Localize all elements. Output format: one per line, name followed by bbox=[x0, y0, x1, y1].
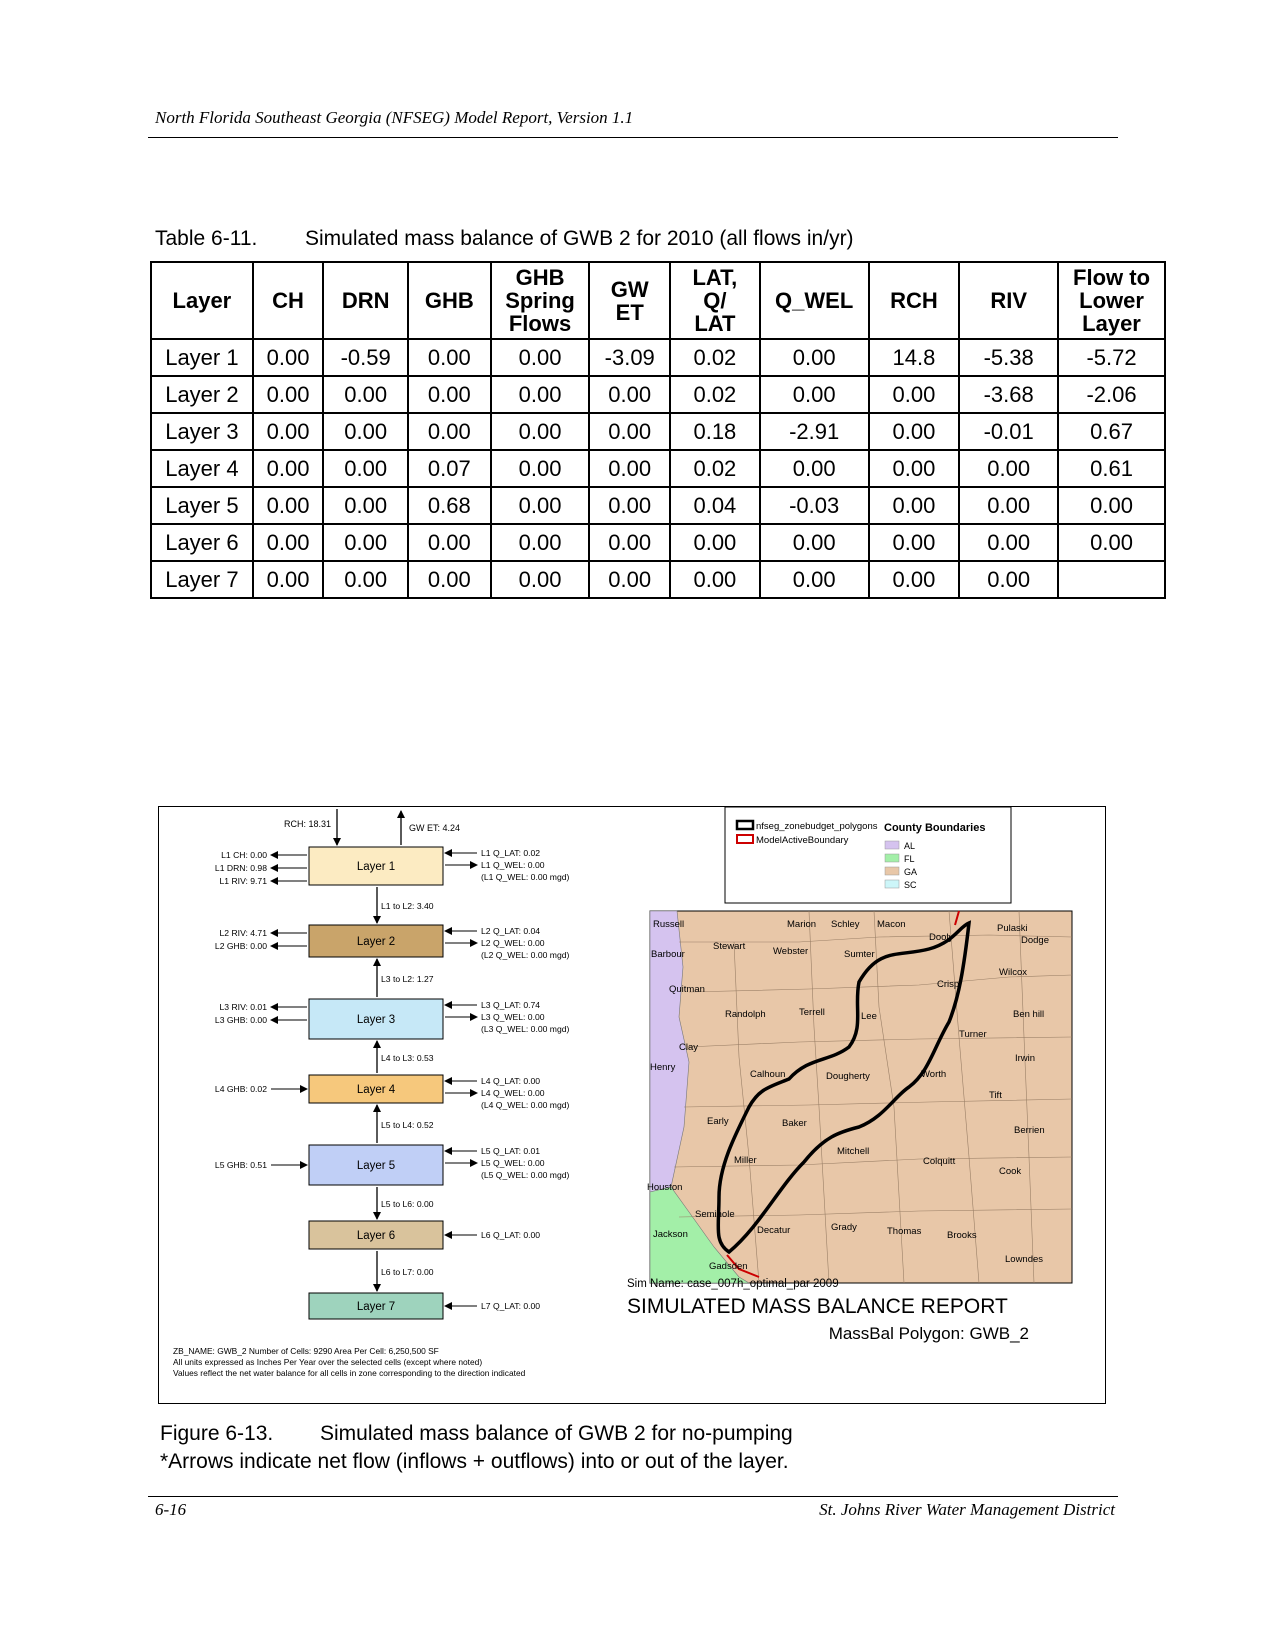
table-label: Table 6-11. bbox=[155, 227, 258, 250]
right-flow-label: L4 Q_WEL: 0.00 bbox=[481, 1088, 545, 1098]
table-cell: 0.00 bbox=[253, 487, 324, 524]
table-cell: 0.00 bbox=[959, 487, 1058, 524]
table-cell: -0.03 bbox=[760, 487, 869, 524]
table-cell: -5.72 bbox=[1058, 339, 1165, 376]
legend-county-title: County Boundaries bbox=[884, 822, 986, 834]
figure-notes bbox=[173, 1346, 526, 1378]
between-label: L3 to L2: 1.27 bbox=[381, 974, 434, 984]
county-label: Dougherty bbox=[826, 1071, 870, 1082]
table-cell: -5.38 bbox=[959, 339, 1058, 376]
legend-poly-label: nfseg_zonebudget_polygons bbox=[756, 821, 878, 832]
figure-frame bbox=[158, 806, 1106, 1404]
right-flow-label: L2 Q_WEL: 0.00 bbox=[481, 938, 545, 948]
column-header bbox=[408, 262, 491, 339]
table-cell: 0.00 bbox=[323, 376, 408, 413]
column-header-line: DRN bbox=[341, 288, 390, 313]
table-cell: 0.00 bbox=[670, 561, 760, 598]
column-header-line: CH bbox=[272, 288, 304, 313]
table-cell: 0.00 bbox=[869, 413, 960, 450]
left-flow-label: L1 CH: 0.00 bbox=[221, 850, 267, 860]
table-cell: 0.00 bbox=[408, 413, 491, 450]
column-header bbox=[670, 262, 760, 339]
table-cell: 0.00 bbox=[408, 376, 491, 413]
table-cell: 0.00 bbox=[253, 376, 324, 413]
between-label: L5 to L4: 0.52 bbox=[381, 1120, 434, 1130]
right-flow-label: L5 Q_WEL: 0.00 bbox=[481, 1158, 545, 1168]
table-body bbox=[151, 339, 1165, 598]
footer-org: St. Johns River Water Management District bbox=[819, 1500, 1115, 1519]
table-cell: 0.00 bbox=[589, 376, 670, 413]
table-cell: 0.00 bbox=[869, 487, 960, 524]
footer-page: 6-16 bbox=[155, 1500, 187, 1519]
right-flow-label: (L2 Q_WEL: 0.00 mgd) bbox=[481, 950, 570, 960]
table-cell: 0.00 bbox=[408, 524, 491, 561]
county-label: Berrien bbox=[1014, 1125, 1045, 1136]
layer-label: Layer 6 bbox=[356, 1230, 396, 1242]
right-flow-label: L3 Q_WEL: 0.00 bbox=[481, 1012, 545, 1022]
layer-label: Layer 4 bbox=[356, 1084, 396, 1096]
column-header bbox=[760, 262, 869, 339]
map-legend bbox=[725, 807, 1011, 903]
table-cell: 14.8 bbox=[869, 339, 960, 376]
right-flow-label: L7 Q_LAT: 0.00 bbox=[481, 1301, 541, 1311]
between-label: L1 to L2: 3.40 bbox=[381, 901, 434, 911]
table-cell: 0.61 bbox=[1058, 450, 1165, 487]
right-flow-label: L3 Q_LAT: 0.74 bbox=[481, 1000, 541, 1010]
page-header: North Florida Southeast Georgia (NFSEG) Model Report, Version 1.1 bbox=[155, 108, 634, 127]
layer-label: Layer 3 bbox=[356, 1014, 396, 1026]
gwet-label: GW ET: 4.24 bbox=[409, 823, 461, 833]
table-cell: 0.02 bbox=[670, 339, 760, 376]
table-cell: 0.00 bbox=[959, 524, 1058, 561]
between-label: L4 to L3: 0.53 bbox=[381, 1053, 434, 1063]
column-header bbox=[959, 262, 1058, 339]
legend-state-swatch bbox=[885, 880, 899, 888]
table-row bbox=[151, 376, 1165, 413]
left-flow-label: L4 GHB: 0.02 bbox=[214, 1084, 267, 1094]
table-cell: 0.00 bbox=[760, 376, 869, 413]
table-cell: 0.00 bbox=[589, 413, 670, 450]
table-cell: 0.67 bbox=[1058, 413, 1165, 450]
table-row bbox=[151, 487, 1165, 524]
table-cell: 0.00 bbox=[253, 339, 324, 376]
legend-boundary-label: ModelActiveBoundary bbox=[756, 835, 849, 846]
column-header-line: Flow to bbox=[1073, 265, 1151, 290]
table-cell: 0.00 bbox=[408, 339, 491, 376]
column-header-line: GW bbox=[610, 276, 649, 302]
table-cell: -2.91 bbox=[760, 413, 869, 450]
right-flow-label: L5 Q_LAT: 0.01 bbox=[481, 1146, 541, 1156]
county-label: Wilcox bbox=[999, 967, 1027, 978]
table-row bbox=[151, 561, 1165, 598]
column-header-line: Lower bbox=[1079, 288, 1144, 313]
county-label: Brooks bbox=[947, 1230, 977, 1241]
table-cell: 0.00 bbox=[869, 376, 960, 413]
county-label: Early bbox=[707, 1116, 729, 1127]
legend-state-swatch bbox=[885, 867, 899, 875]
column-header bbox=[869, 262, 960, 339]
table-cell: -3.68 bbox=[959, 376, 1058, 413]
table-cell: 0.00 bbox=[253, 413, 324, 450]
table-cell: 0.00 bbox=[1058, 524, 1165, 561]
table-cell: 0.00 bbox=[959, 561, 1058, 598]
column-header-line: Q/ bbox=[703, 288, 727, 313]
between-label: L6 to L7: 0.00 bbox=[381, 1267, 434, 1277]
left-flow-label: L1 DRN: 0.98 bbox=[214, 863, 267, 873]
county-label: Barbour bbox=[651, 949, 685, 960]
table-cell: 0.00 bbox=[491, 376, 590, 413]
county-label: Stewart bbox=[713, 941, 746, 952]
legend-state-label: FL bbox=[904, 854, 915, 864]
report-polygon: MassBal Polygon: GWB_2 bbox=[828, 1324, 1029, 1343]
column-header-line: LAT, bbox=[692, 265, 738, 290]
table-cell: 0.00 bbox=[323, 413, 408, 450]
county-label: Houston bbox=[647, 1182, 683, 1193]
row-label: Layer 1 bbox=[151, 339, 253, 376]
table-cell: 0.00 bbox=[253, 450, 324, 487]
table-cell: -3.09 bbox=[589, 339, 670, 376]
table-cell: 0.04 bbox=[670, 487, 760, 524]
county-label: Russell bbox=[653, 919, 685, 930]
layer-flow-diagram bbox=[215, 809, 570, 1319]
table-cell: 0.00 bbox=[670, 524, 760, 561]
row-label: Layer 5 bbox=[151, 487, 253, 524]
legend-state-label: SC bbox=[904, 880, 917, 890]
row-label: Layer 7 bbox=[151, 561, 253, 598]
column-header-line: LAT bbox=[694, 311, 736, 336]
table-cell: 0.07 bbox=[408, 450, 491, 487]
table-header-row bbox=[151, 262, 1165, 339]
table-cell: 0.00 bbox=[869, 450, 960, 487]
table-row bbox=[151, 413, 1165, 450]
table-row bbox=[151, 524, 1165, 561]
legend-state-label: AL bbox=[904, 841, 916, 851]
county-label: Calhoun bbox=[750, 1069, 786, 1080]
table-cell: 0.00 bbox=[323, 450, 408, 487]
county-label: Irwin bbox=[1015, 1053, 1036, 1064]
table-cell: 0.00 bbox=[1058, 487, 1165, 524]
table-cell: 0.02 bbox=[670, 376, 760, 413]
table-cell: 0.00 bbox=[491, 413, 590, 450]
county-label: Crisp bbox=[937, 979, 960, 990]
left-flow-label: L2 RIV: 4.71 bbox=[219, 928, 267, 938]
table-cell: 0.00 bbox=[253, 561, 324, 598]
table-cell: 0.00 bbox=[589, 524, 670, 561]
column-header bbox=[491, 262, 590, 339]
layer-label: Layer 7 bbox=[356, 1301, 396, 1313]
column-header-line: GHB bbox=[424, 288, 474, 313]
column-header bbox=[253, 262, 324, 339]
table-cell: 0.00 bbox=[491, 450, 590, 487]
column-header bbox=[589, 262, 670, 339]
county-label: Decatur bbox=[757, 1225, 791, 1236]
table-cell: 0.00 bbox=[760, 450, 869, 487]
between-label: L5 to L6: 0.00 bbox=[381, 1199, 434, 1209]
left-flow-label: L5 GHB: 0.51 bbox=[214, 1160, 267, 1170]
figure-caption bbox=[160, 1420, 793, 1476]
column-header bbox=[323, 262, 408, 339]
county-label: Tift bbox=[989, 1090, 1002, 1101]
right-flow-label: (L4 Q_WEL: 0.00 mgd) bbox=[481, 1100, 570, 1110]
table-cell: 0.00 bbox=[323, 561, 408, 598]
legend-state-label: GA bbox=[904, 867, 918, 877]
table-cell: 0.00 bbox=[408, 561, 491, 598]
county-label: Marion bbox=[787, 919, 817, 930]
column-header-line: Layer bbox=[1082, 311, 1141, 336]
county-label: Ben hill bbox=[1013, 1009, 1045, 1020]
left-flow-label: L3 RIV: 0.01 bbox=[219, 1002, 267, 1012]
row-label: Layer 6 bbox=[151, 524, 253, 561]
right-flow-label: L1 Q_WEL: 0.00 bbox=[481, 860, 545, 870]
county-label: Jackson bbox=[653, 1229, 688, 1240]
right-flow-label: L1 Q_LAT: 0.02 bbox=[481, 848, 541, 858]
row-label: Layer 3 bbox=[151, 413, 253, 450]
table-cell bbox=[1058, 561, 1165, 598]
county-label: Schley bbox=[831, 919, 860, 930]
right-flow-label: L4 Q_LAT: 0.00 bbox=[481, 1076, 541, 1086]
column-header-line: GHB bbox=[515, 265, 565, 290]
county-label: Cook bbox=[999, 1166, 1022, 1177]
figure-note-line: Values reflect the net water balance for all cells in zone corresponding to the direction indicated bbox=[173, 1368, 526, 1378]
county-label: Turner bbox=[959, 1029, 987, 1040]
county-label: Seminole bbox=[695, 1209, 735, 1220]
county-label: Terrell bbox=[799, 1007, 825, 1018]
figure-title: Simulated mass balance of GWB 2 for no-pumping bbox=[320, 1422, 793, 1445]
left-flow-label: L1 RIV: 9.71 bbox=[219, 876, 267, 886]
county-label: Quitman bbox=[669, 984, 705, 995]
right-flow-label: L2 Q_LAT: 0.04 bbox=[481, 926, 541, 936]
row-label: Layer 2 bbox=[151, 376, 253, 413]
rch-label: RCH: 18.31 bbox=[283, 819, 331, 829]
county-label: Sumter bbox=[844, 949, 875, 960]
legend-state-swatch bbox=[885, 841, 899, 849]
left-flow-label: L2 GHB: 0.00 bbox=[214, 941, 267, 951]
right-flow-label: (L3 Q_WEL: 0.00 mgd) bbox=[481, 1024, 570, 1034]
column-header bbox=[1058, 262, 1165, 339]
county-label: Gadsden bbox=[709, 1261, 748, 1272]
table-cell: 0.00 bbox=[323, 524, 408, 561]
left-flow-label: L3 GHB: 0.00 bbox=[214, 1015, 267, 1025]
county-label: Dooly bbox=[929, 932, 954, 943]
table-cell: -0.01 bbox=[959, 413, 1058, 450]
column-header-line: RCH bbox=[890, 288, 938, 313]
mass-balance-figure bbox=[159, 807, 1105, 1403]
county-label: Webster bbox=[773, 946, 809, 957]
table-cell: 0.00 bbox=[323, 487, 408, 524]
table-cell: 0.00 bbox=[589, 450, 670, 487]
header-rule bbox=[148, 137, 1118, 138]
table-cell: 0.00 bbox=[491, 561, 590, 598]
column-header-line: RIV bbox=[990, 288, 1027, 313]
table-row bbox=[151, 339, 1165, 376]
county-label: Macon bbox=[877, 919, 906, 930]
county-label: Baker bbox=[782, 1118, 807, 1129]
table-caption bbox=[155, 227, 854, 251]
footer-rule bbox=[148, 1496, 1118, 1497]
table-cell: 0.00 bbox=[491, 487, 590, 524]
layer-label: Layer 5 bbox=[356, 1160, 396, 1172]
county-label: Grady bbox=[831, 1222, 857, 1233]
right-flow-label: (L1 Q_WEL: 0.00 mgd) bbox=[481, 872, 570, 882]
figure-note: *Arrows indicate net flow (inflows + outflows) into or out of the layer. bbox=[160, 1450, 789, 1473]
column-header-line: Flows bbox=[508, 311, 572, 336]
county-label: Pulaski bbox=[997, 923, 1028, 934]
figure-note-line: ZB_NAME: GWB_2 Number of Cells: 9290 Area Per Cell: 6,250,500 SF bbox=[173, 1346, 439, 1356]
table-cell: 0.00 bbox=[869, 561, 960, 598]
table-title: Simulated mass balance of GWB 2 for 2010 (all flows in/yr) bbox=[305, 227, 854, 250]
table-cell: 0.00 bbox=[869, 524, 960, 561]
county-label: Lee bbox=[861, 1011, 877, 1022]
table-cell: 0.00 bbox=[589, 561, 670, 598]
table-cell: 0.00 bbox=[760, 339, 869, 376]
sim-name: Sim Name: case_007h_optimal_par 2009 bbox=[627, 1278, 839, 1290]
legend-state-swatch bbox=[885, 854, 899, 862]
mass-balance-table bbox=[150, 261, 1166, 599]
column-header-line: ET bbox=[615, 299, 644, 325]
county-label: Thomas bbox=[887, 1226, 922, 1237]
table-cell: -2.06 bbox=[1058, 376, 1165, 413]
county-label: Worth bbox=[921, 1069, 947, 1080]
county-label: Clay bbox=[679, 1042, 699, 1053]
county-label: Dodge bbox=[1021, 935, 1049, 946]
table-row bbox=[151, 450, 1165, 487]
table-cell: 0.02 bbox=[670, 450, 760, 487]
column-header-line: Layer bbox=[172, 288, 232, 313]
layer-label: Layer 1 bbox=[356, 861, 396, 873]
table-cell: 0.00 bbox=[491, 524, 590, 561]
table-cell: 0.00 bbox=[491, 339, 590, 376]
county-label: Lowndes bbox=[1005, 1254, 1044, 1265]
column-header bbox=[151, 262, 253, 339]
county-label: Mitchell bbox=[837, 1146, 870, 1157]
county-label: Colquitt bbox=[923, 1156, 956, 1167]
county-label: Miller bbox=[734, 1155, 757, 1166]
table-cell: -0.59 bbox=[323, 339, 408, 376]
table-cell: 0.00 bbox=[253, 524, 324, 561]
table-cell: 0.00 bbox=[760, 524, 869, 561]
county-map bbox=[647, 911, 1072, 1283]
table-cell: 0.68 bbox=[408, 487, 491, 524]
table-cell: 0.00 bbox=[589, 487, 670, 524]
table-cell: 0.00 bbox=[760, 561, 869, 598]
county-label: Henry bbox=[650, 1062, 676, 1073]
figure-note-line: All units expressed as Inches Per Year over the selected cells (except where noted) bbox=[173, 1357, 483, 1367]
row-label: Layer 4 bbox=[151, 450, 253, 487]
right-flow-label: L6 Q_LAT: 0.00 bbox=[481, 1230, 541, 1240]
column-header-line: Q_WEL bbox=[775, 288, 854, 313]
report-title: SIMULATED MASS BALANCE REPORT bbox=[627, 1295, 1008, 1318]
layer-label: Layer 2 bbox=[356, 936, 396, 948]
table-cell: 0.18 bbox=[670, 413, 760, 450]
right-flow-label: (L5 Q_WEL: 0.00 mgd) bbox=[481, 1170, 570, 1180]
column-header-line: Spring bbox=[505, 288, 575, 313]
county-label: Randolph bbox=[725, 1009, 766, 1020]
table-cell: 0.00 bbox=[959, 450, 1058, 487]
figure-label: Figure 6-13. bbox=[160, 1422, 274, 1445]
